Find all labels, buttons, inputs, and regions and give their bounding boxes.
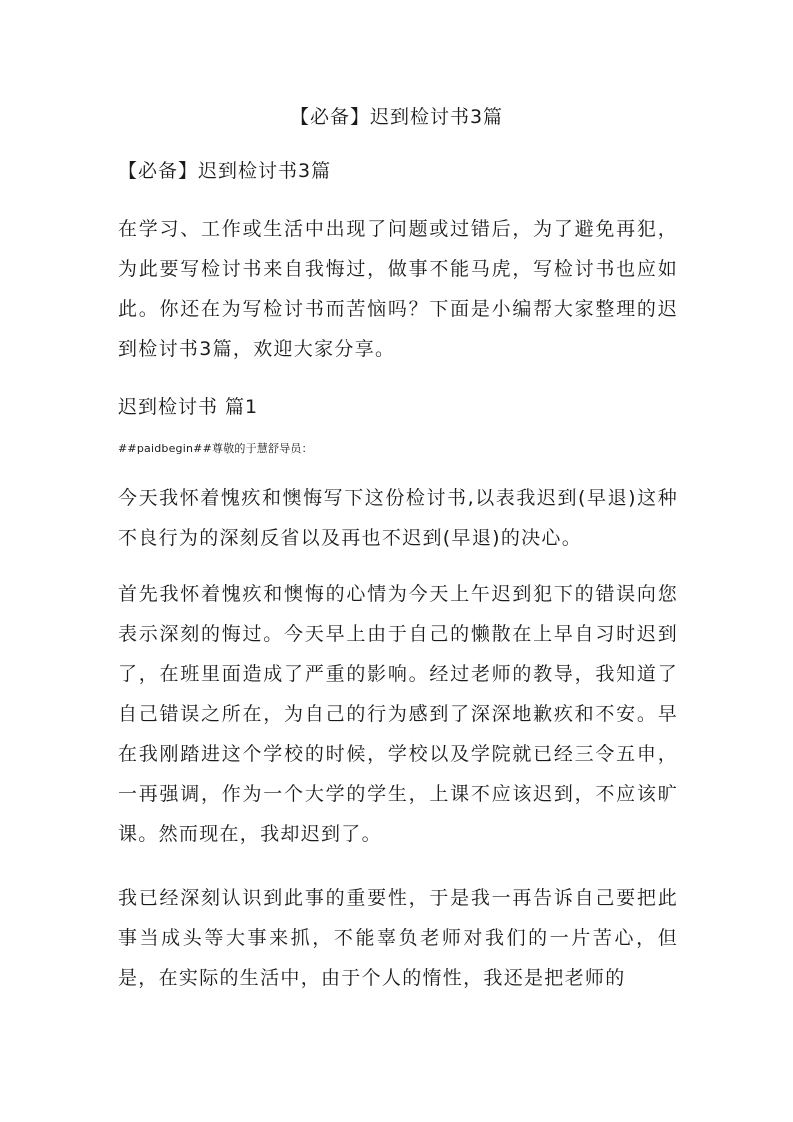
body-paragraph: 我已经深刻认识到此事的重要性，于是我一再告诉自己要把此事当成头等大事来抓，不能辜负老师对我们的一片苦心，但是，在实际的生活中，由于个人的惰性，我还是把老师的: [118, 887, 678, 989]
body-paragraph: 首先我怀着愧疚和懊悔的心情为今天上午迟到犯下的错误向您表示深刻的悔过。今天早上由于自己的懒散在上早自习时迟到了，在班里面造成了严重的影响。经过老师的教导，我知道了自己错误之所在，为自己的行为感到了深深地歉疚和不安。早在我刚踏进这个学校的时候，学校以及学院就已经三令五申，一再强调，作为一个大学的学生，上课不应该迟到，不应该旷课。然而现在，我却迟到了。: [118, 583, 678, 845]
document-title: 【必备】迟到检讨书3篇: [289, 106, 504, 128]
intro-paragraph: 在学习、工作或生活中出现了问题或过错后，为了避免再犯，为此要写检讨书来自我悔过，做事不能马虎，写检讨书也应如此。你还在为写检讨书而苦恼吗？下面是小编帮大家整理的迟到检讨书3篇，欢迎大家分享。: [118, 218, 678, 360]
body-paragraph: 今天我怀着愧疚和懊悔写下这份检讨书,以表我迟到(早退)这种不良行为的深刻反省以及再也不迟到(早退)的决心。: [118, 487, 678, 549]
salutation-line: ##paidbegin##尊敬的于慧舒导员：: [118, 442, 313, 455]
section-heading: 迟到检讨书 篇1: [118, 396, 259, 418]
document-subtitle: 【必备】迟到检讨书3篇: [118, 160, 332, 182]
